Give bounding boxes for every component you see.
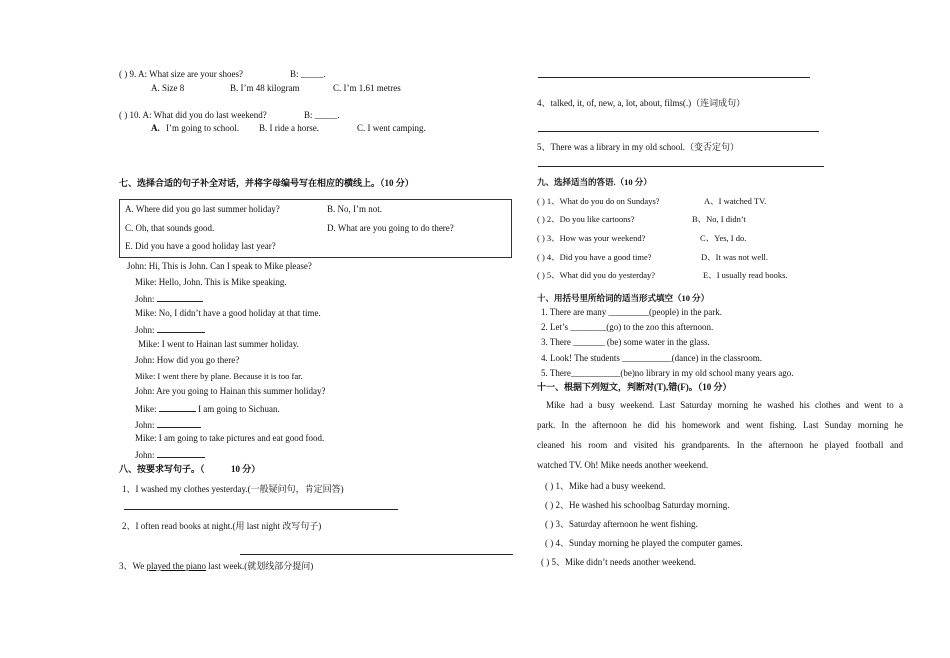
answer-line[interactable] xyxy=(538,166,824,167)
dialogue-line: Mike: I went to Hainan last summer holiday. xyxy=(138,339,299,349)
dialogue-line: John: xyxy=(135,448,205,460)
passage-line: cleaned his room and visited his grandparents. In the afternoon he played football and xyxy=(537,440,903,450)
section7-option-e: E. Did you have a good holiday last year? xyxy=(125,241,276,251)
section8-title-b: 10 分） xyxy=(231,464,261,474)
answer-line[interactable] xyxy=(538,131,819,132)
q10-option-a-label: A. xyxy=(151,123,160,133)
section7-option-d: D. What are you going to do there? xyxy=(327,223,454,233)
section8-title-a: 八、按要求写句子。（ xyxy=(119,464,205,474)
section8-q4: 4、talked, it, of, new, a, lot, about, films(.)（连词成句） xyxy=(537,98,746,108)
dialogue-blank[interactable] xyxy=(157,292,203,302)
section11-item: ( ) 4、Sunday morning he played the computer games. xyxy=(545,538,743,548)
section7-option-b: B. No, I’m not. xyxy=(327,204,382,214)
dialogue-line: Mike: No, I didn’t have a good holiday at that time. xyxy=(135,308,321,318)
dialogue-line: John: xyxy=(135,418,201,430)
section11-title: 十一、根据下列短文，判断对(T),错(F)。（10 分） xyxy=(537,382,732,392)
section9-answer: B、No, I didn’t xyxy=(692,214,746,224)
section9-answer: E、I usually read books. xyxy=(703,270,788,280)
section8-q1: 1、I washed my clothes yesterday.(一般疑问句，肯定回答) xyxy=(122,484,344,494)
section9-answer: D、It was not well. xyxy=(701,252,769,262)
q10-answer-blank[interactable]: B: _____. xyxy=(304,110,340,120)
dialogue-line: Mike: Hello, John. This is Mike speaking. xyxy=(135,277,287,287)
dialogue-line: Mike: I am going to take pictures and eat good food. xyxy=(135,433,325,443)
answer-line[interactable] xyxy=(538,77,810,78)
passage-line: park. In the afternoon he did his homework and went fishing. Last Sunday morning he xyxy=(537,420,903,430)
section10-item: 1. There are many _________(people) in the park. xyxy=(541,307,723,317)
dialogue-line: John: How did you go there? xyxy=(135,355,240,365)
q10-option-a: I’m going to school. xyxy=(166,123,239,133)
q9-question: ( ) 9. A: What size are your shoes? xyxy=(119,69,244,79)
section10-item: 5. There___________(be)no library in my old school many years ago. xyxy=(541,368,794,378)
dialogue-blank[interactable] xyxy=(159,402,196,412)
section10-title: 十、用括号里所给词的适当形式填空（10 分） xyxy=(537,293,710,303)
section10-item: 3. There _______ (be) some water in the glass. xyxy=(541,337,710,347)
section11-item: ( ) 3、Saturday afternoon he went fishing. xyxy=(545,519,698,529)
section7-title: 七、选择合适的句子补全对话，并将字母编号写在相应的横线上。（10 分） xyxy=(119,178,414,188)
passage-line: Mike had a busy weekend. Last Saturday morning he washed his clothes and went to a xyxy=(546,400,903,410)
section8-q3: 3、We played the piano last week.(就划线部分提问) xyxy=(119,561,314,571)
section10-item: 4. Look! The students ___________(dance) in the classroom. xyxy=(541,353,763,363)
q9-option-c: C. I’m 1.61 metres xyxy=(333,83,401,93)
section9-question: ( ) 1、What do you do on Sundays? xyxy=(537,196,660,206)
section11-item: ( ) 2、He washed his schoolbag Saturday morning. xyxy=(545,500,730,510)
answer-line[interactable] xyxy=(240,554,513,555)
dialogue-line: John: xyxy=(135,292,203,304)
answer-line[interactable] xyxy=(124,509,398,510)
dialogue-blank[interactable] xyxy=(157,323,205,333)
dialogue-line: John: Hi, This is John. Can I speak to Mike please? xyxy=(127,261,312,271)
q9-option-b: B. I’m 48 kilogram xyxy=(230,83,300,93)
section9-question: ( ) 3、How was your weekend? xyxy=(537,233,646,243)
q9-answer-blank[interactable]: B: _____. xyxy=(290,69,326,79)
q10-option-b: B. I ride a horse. xyxy=(259,123,319,133)
dialogue-line: John: xyxy=(135,323,205,335)
q10-question: ( ) 10. A: What did you do last weekend? xyxy=(119,110,267,120)
section9-answer: C、Yes, I do. xyxy=(700,233,747,243)
section7-option-a: A. Where did you go last summer holiday? xyxy=(125,204,280,214)
section8-q2: 2、I often read books at night.(用 last night 改写句子) xyxy=(122,521,322,531)
section9-question: ( ) 5、What did you do yesterday? xyxy=(537,270,656,280)
dialogue-line: Mike: I went there by plane. Because it is too far. xyxy=(135,371,303,381)
section9-question: ( ) 4、Did you have a good time? xyxy=(537,252,652,262)
section9-answer: A、I watched TV. xyxy=(704,196,767,206)
section7-option-c: C. Oh, that sounds good. xyxy=(125,223,215,233)
section9-question: ( ) 2、Do you like cartoons? xyxy=(537,214,635,224)
section11-item: ( ) 1、Mike had a busy weekend. xyxy=(545,481,666,491)
q9-option-a: A. Size 8 xyxy=(151,83,185,93)
dialogue-blank[interactable] xyxy=(157,448,205,458)
section9-title: 九、选择适当的答语.（10 分） xyxy=(537,177,652,187)
q10-option-c: C. I went camping. xyxy=(357,123,426,133)
passage-line: watched TV. Oh! Mike needs another weekend. xyxy=(537,460,709,470)
section10-item: 2. Let’s ________(go) to the zoo this afternoon. xyxy=(541,322,714,332)
dialogue-line: Mike: I am going to Sichuan. xyxy=(135,404,280,414)
dialogue-blank[interactable] xyxy=(157,418,201,428)
dialogue-line: John: Are you going to Hainan this summer holiday? xyxy=(135,386,326,396)
section11-item: ( ) 5、Mike didn’t needs another weekend. xyxy=(541,557,697,567)
section8-q5: 5、There was a library in my old school.（变否定句） xyxy=(537,142,739,152)
